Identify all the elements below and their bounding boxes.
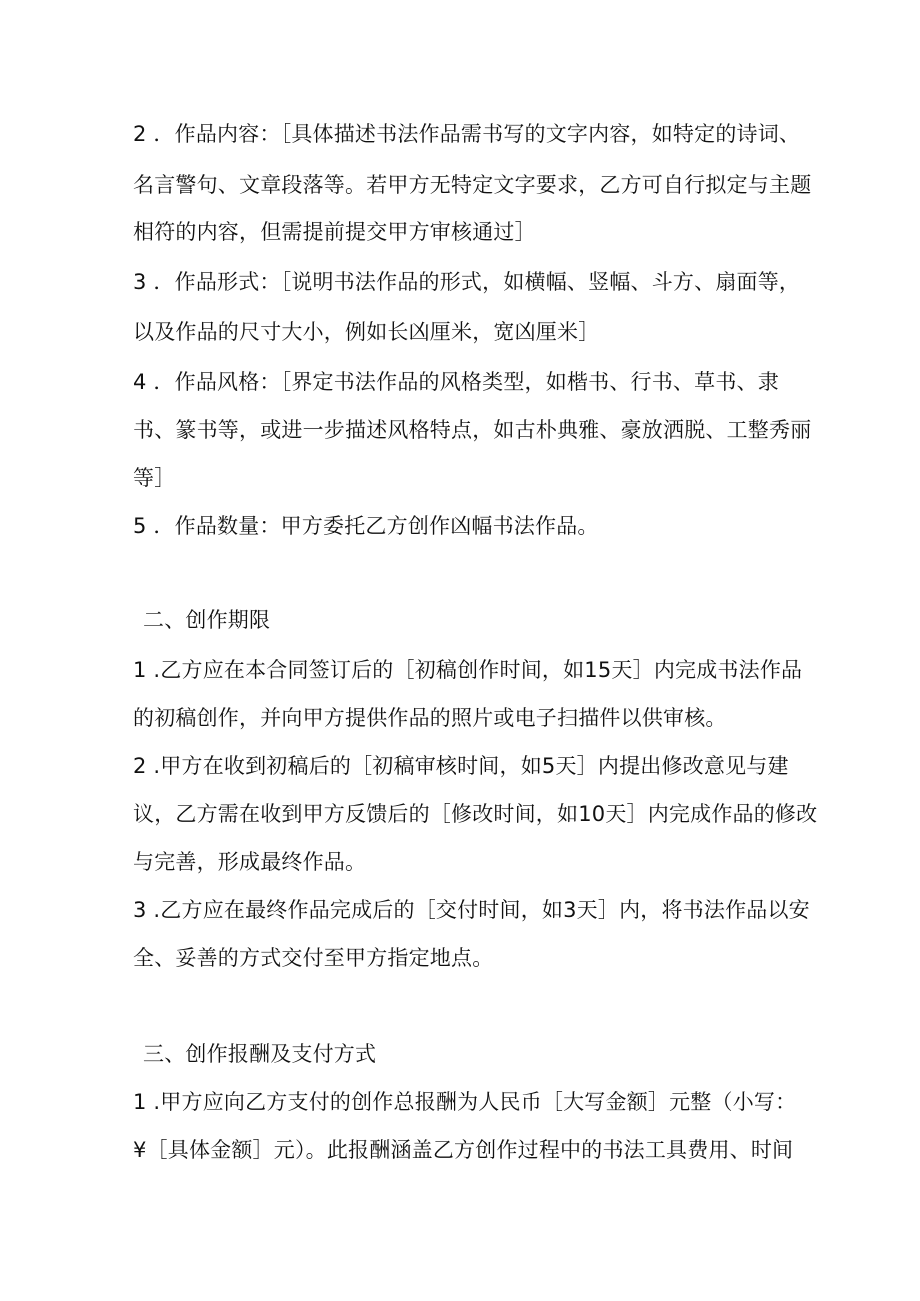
section-heading: 三、创作报酬及支付方式 xyxy=(143,1042,377,1066)
text-line: 书、篆书等，或进一步描述风格特点，如古朴典雅、豪放洒脱、工整秀丽 xyxy=(133,418,812,442)
text-line: 以及作品的尺寸大小，例如长凶厘米，宽凶厘米］ xyxy=(133,320,600,344)
text-line: 3 ．作品形式：［说明书法作品的形式，如横幅、竖幅、斗方、扇面等， xyxy=(133,270,801,294)
text-line: 相符的内容，但需提前提交甲方审核通过］ xyxy=(133,220,536,244)
text-line: 3 .乙方应在最终作品完成后的［交付时间，如3天］内，将书法作品以安 xyxy=(133,898,810,922)
text-line: 等］ xyxy=(133,466,176,490)
text-line: ¥［具体金额］元）。此报酬涵盖乙方创作过程中的书法工具费用、时间 xyxy=(133,1138,794,1162)
text-line: 2 ．作品内容：［具体描述书法作品需书写的文字内容，如特定的诗词、 xyxy=(133,122,801,146)
text-line: 议，乙方需在收到甲方反馈后的［修改时间，如10天］内完成作品的修改 xyxy=(133,802,818,826)
text-line: 1 .乙方应在本合同签订后的［初稿创作时间，如15天］内完成书法作品 xyxy=(133,658,803,682)
text-line: 4 ．作品风格：［界定书法作品的风格类型，如楷书、行书、草书、隶 xyxy=(133,370,779,394)
text-line: 2 .甲方在收到初稿后的［初稿审核时间，如5天］内提出修改意见与建 xyxy=(133,754,789,778)
text-line: 的初稿创作，并向甲方提供作品的照片或电子扫描件以供审核。 xyxy=(133,706,727,730)
section-heading: 二、创作期限 xyxy=(143,608,271,632)
text-line: 1 .甲方应向乙方支付的创作总报酬为人民币［大写金额］元整（小写： xyxy=(133,1090,797,1114)
text-line: 名言警句、文章段落等。若甲方无特定文字要求，乙方可自行拟定与主题 xyxy=(133,173,812,197)
text-line: 5 ．作品数量：甲方委托乙方创作凶幅书法作品。 xyxy=(133,514,599,538)
text-line: 全、妥善的方式交付至甲方指定地点。 xyxy=(133,946,494,970)
text-line: 与完善，形成最终作品。 xyxy=(133,850,367,874)
